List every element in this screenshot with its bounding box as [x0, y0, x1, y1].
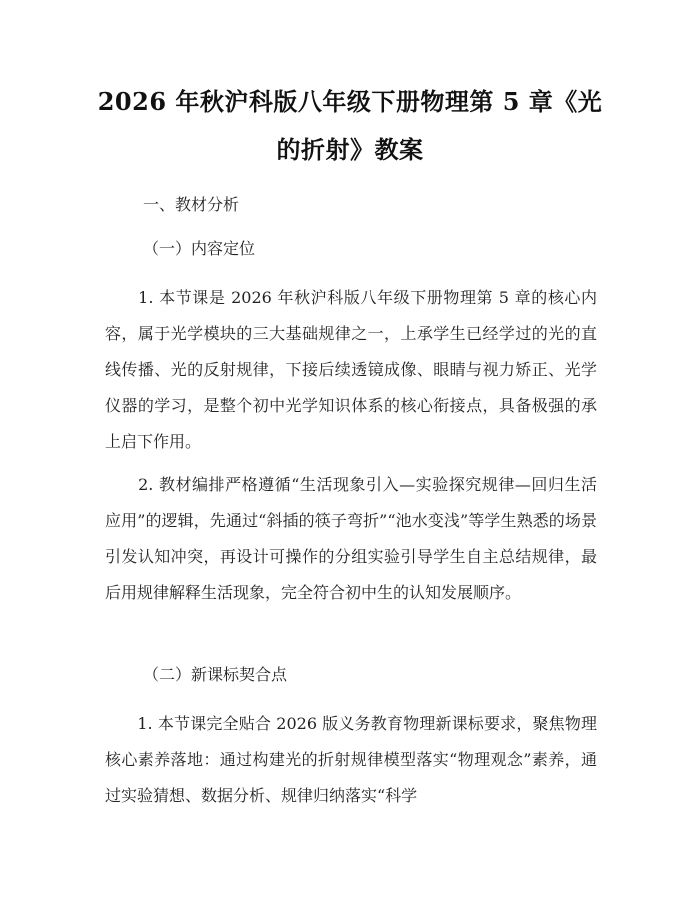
paragraph-content-2: 2. 教材编排严格遵循“生活现象引入—实验探究规律—回归生活应用”的逻辑，先通过“斜插的筷子弯折”“池水变浅”等学生熟悉的场景引发认知冲突，再设计可操作的分组实验引导学生自主总结规律，最后用规律解释生活现象，完全符合初中生的认知发展顺序。 — [105, 475, 597, 602]
section-heading-analysis: 一、教材分析 — [143, 195, 240, 214]
paragraph-curriculum-1: 1. 本节课完全贴合 2026 版义务教育物理新课标要求，聚焦物理核心素养落地：通过构建光的折射规律模型落实“物理观念”素养，通过实验猜想、数据分析、规律归纳落实“科学 — [105, 714, 597, 805]
subsection-heading-curriculum: （二）新课标契合点 — [143, 665, 288, 684]
subsection-heading-content: （一）内容定位 — [143, 239, 256, 258]
document-title: 2026 年秋沪科版八年级下册物理第 5 章《光的折射》教案 — [97, 87, 603, 164]
paragraph-content-1: 1. 本节课是 2026 年秋沪科版八年级下册物理第 5 章的核心内容，属于光学模块的三大基础规律之一，上承学生已经学过的光的直线传播、光的反射规律，下接后续透镜成像、眼睛与视力矫正、光学仪器的学习，是整个初中光学知识体系的核心衔接点，具备极强的承上启下作用。 — [105, 288, 597, 451]
